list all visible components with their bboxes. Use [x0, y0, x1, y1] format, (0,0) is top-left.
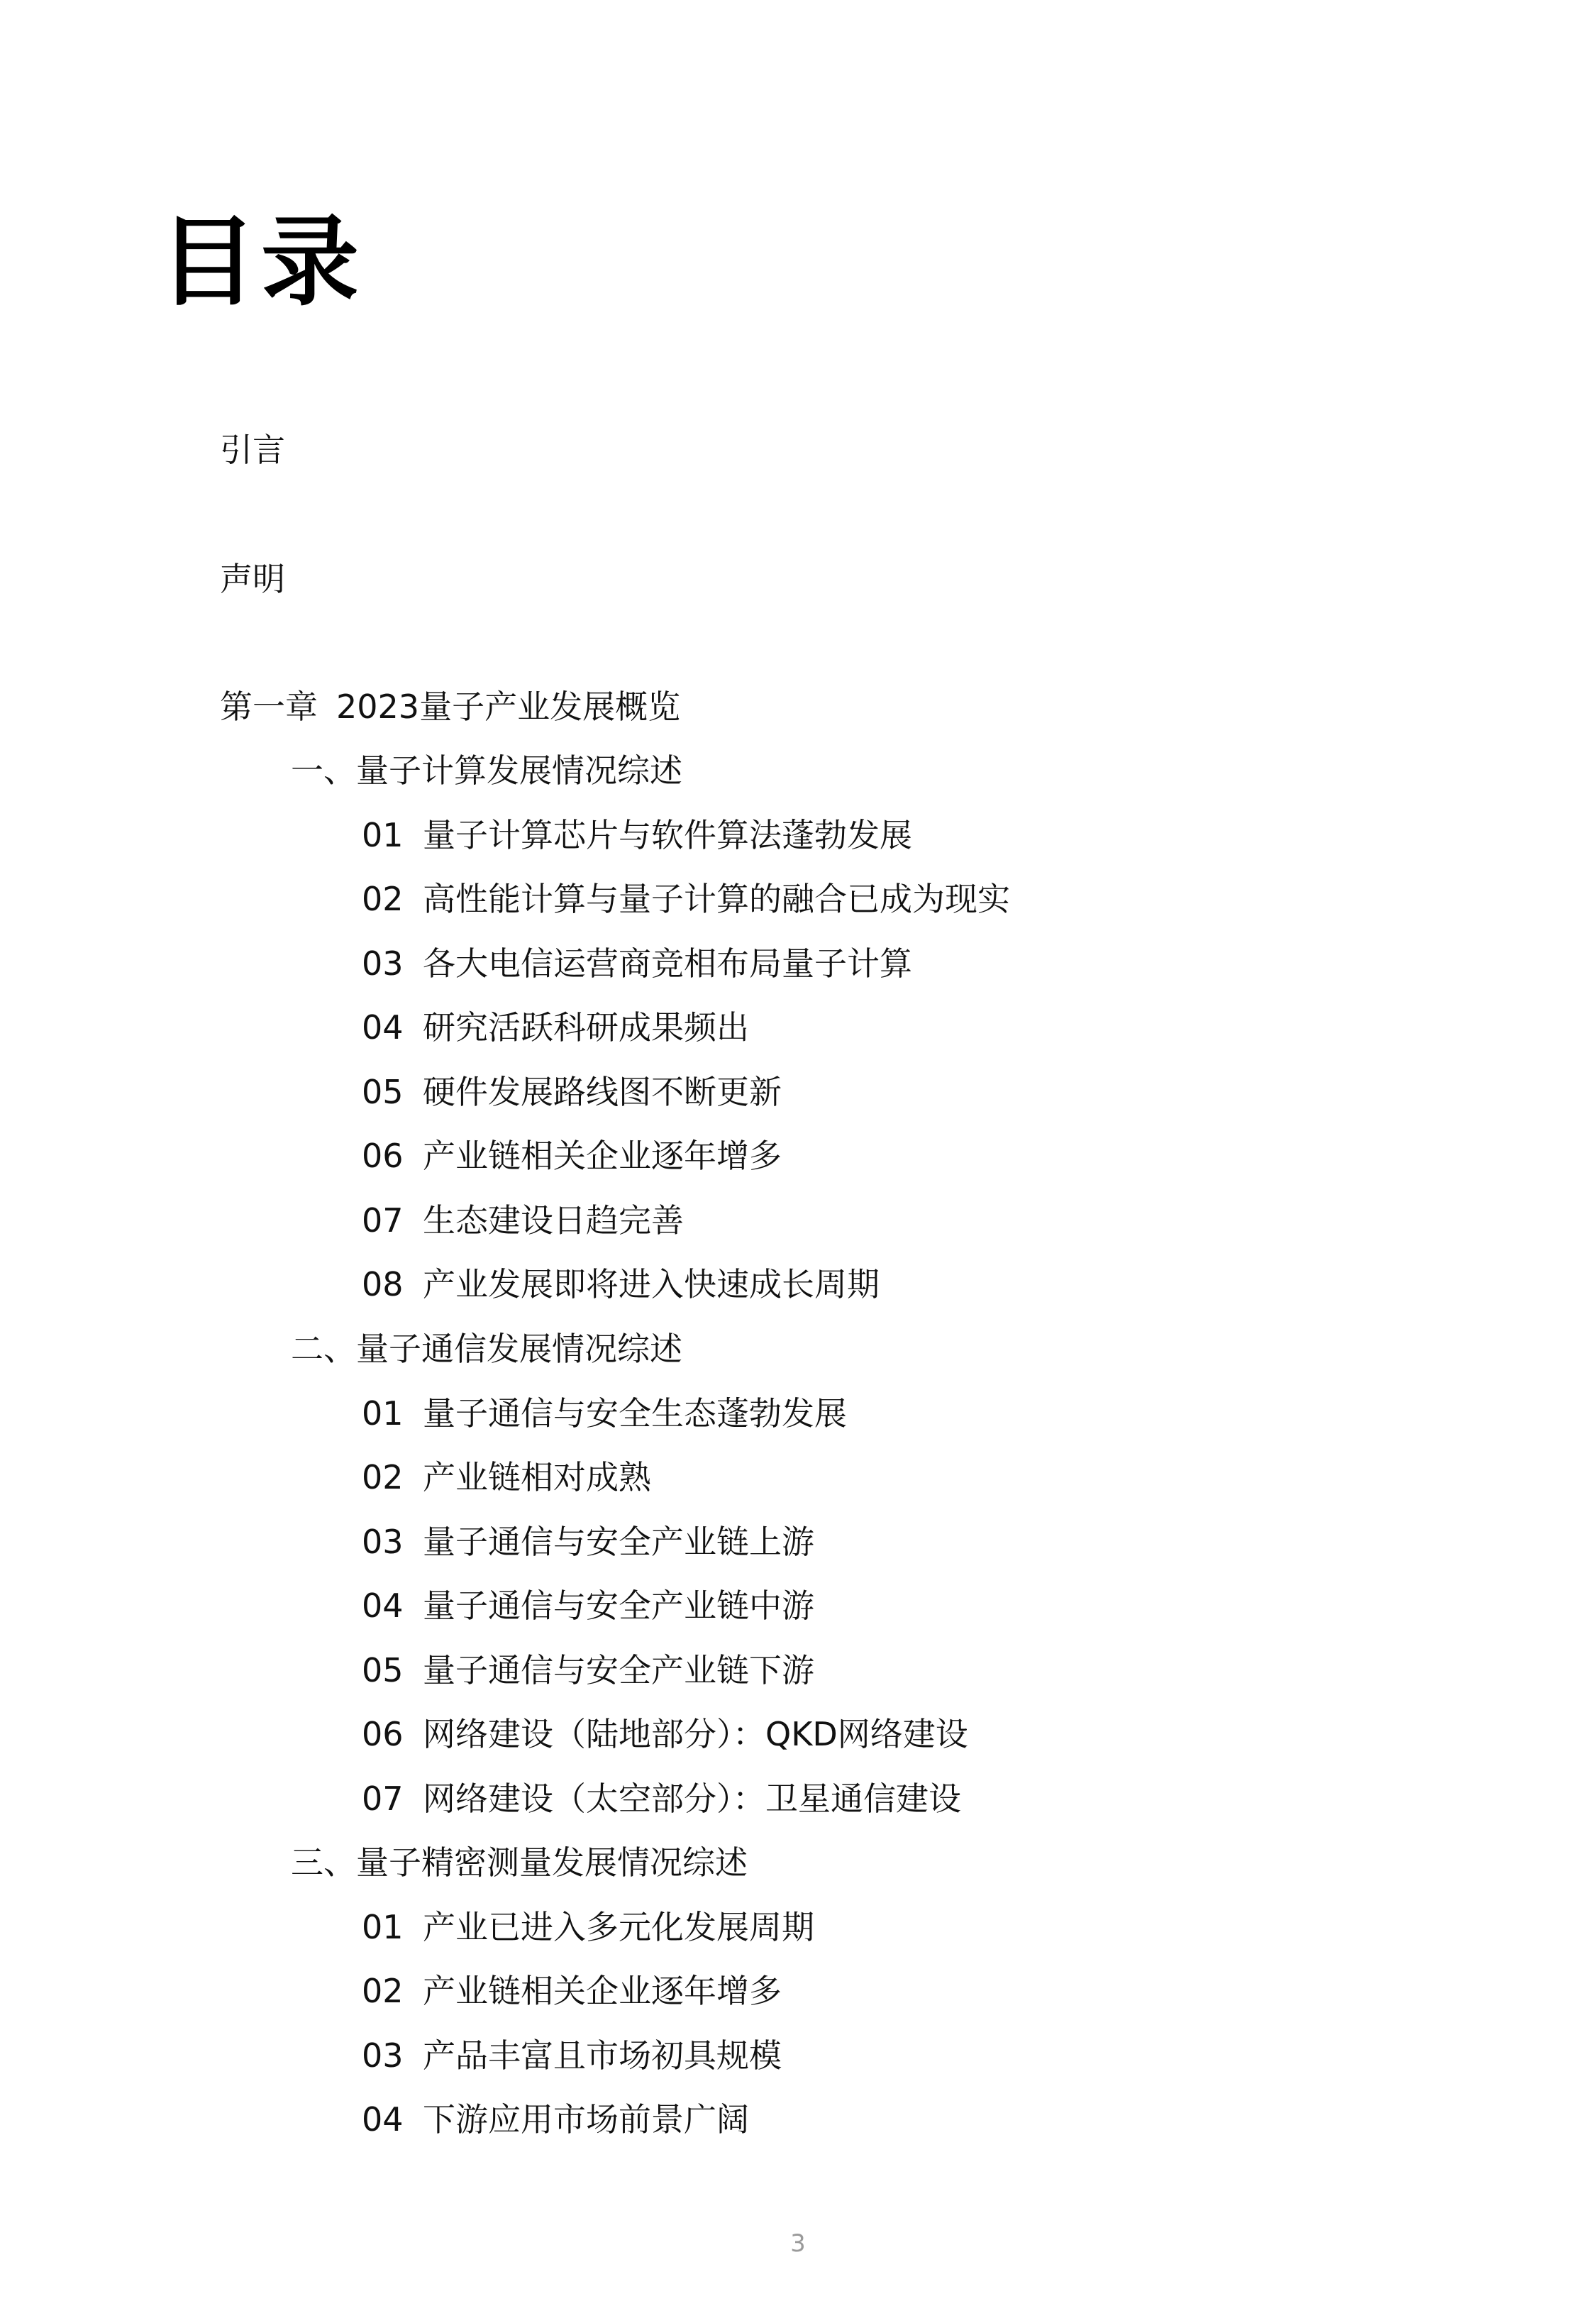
item-number: 02 [362, 880, 404, 918]
page-title: 目录 [159, 204, 364, 319]
item-text: 量子通信与安全产业链下游 [423, 1651, 814, 1689]
toc-entry-item[interactable] [362, 1006, 749, 1049]
toc-entry-item[interactable] [362, 878, 1010, 920]
toc-entry-item[interactable] [362, 2034, 782, 2077]
item-text: 网络建设（太空部分）：卫星通信建设 [423, 1780, 961, 1818]
chapter-title: 2023量子产业发展概览 [336, 688, 681, 726]
page-number: 3 [790, 2229, 806, 2258]
item-number: 04 [362, 1587, 404, 1625]
toc-entry-section-2[interactable]: 二、量子通信发展情况综述 [291, 1330, 682, 1368]
item-number: 01 [362, 816, 404, 854]
item-text: 产品丰富且市场初具规模 [423, 2036, 782, 2075]
item-text: 量子通信与安全产业链中游 [423, 1587, 814, 1625]
item-number: 07 [362, 1780, 404, 1818]
item-number: 01 [362, 1908, 404, 1946]
item-number: 04 [362, 2100, 404, 2139]
item-text: 产业链相关企业逐年增多 [423, 1972, 782, 2010]
item-number: 07 [362, 1201, 404, 1240]
toc-entry-item[interactable] [362, 814, 912, 856]
toc-entry-item[interactable] [362, 1135, 782, 1177]
toc-entry-statement[interactable]: 声明 [220, 560, 285, 598]
item-number: 03 [362, 1523, 404, 1561]
item-text: 下游应用市场前景广阔 [423, 2100, 749, 2139]
item-number: 06 [362, 1137, 404, 1175]
item-text: 产业链相对成熟 [423, 1458, 651, 1496]
item-number: 01 [362, 1394, 404, 1433]
item-text: 研究活跃科研成果频出 [423, 1008, 749, 1047]
toc-entry-item[interactable] [362, 1713, 968, 1755]
toc-entry-item[interactable] [362, 1263, 880, 1306]
item-text: 高性能计算与量子计算的融合已成为现实 [423, 880, 1010, 918]
chapter-label: 第一章 [220, 688, 318, 726]
toc-entry-intro[interactable]: 引言 [220, 431, 285, 469]
toc-entry-item[interactable] [362, 1199, 684, 1242]
toc-entry-item[interactable] [362, 1970, 782, 2012]
toc-entry-item[interactable] [362, 1392, 847, 1435]
item-text: 量子通信与安全生态蓬勃发展 [423, 1394, 847, 1433]
item-number: 02 [362, 1972, 404, 2010]
item-text: 量子通信与安全产业链上游 [423, 1523, 814, 1561]
item-number: 03 [362, 2036, 404, 2075]
item-text: 量子计算芯片与软件算法蓬勃发展 [423, 816, 912, 854]
item-text: 网络建设（陆地部分）：QKD网络建设 [423, 1715, 968, 1753]
toc-entry-item[interactable] [362, 1777, 961, 1820]
item-number: 04 [362, 1008, 404, 1047]
toc-entry-item[interactable] [362, 1649, 814, 1692]
item-text: 生态建设日趋完善 [423, 1201, 684, 1240]
item-text: 产业已进入多元化发展周期 [423, 1908, 814, 1946]
toc-entry-item[interactable] [362, 1456, 651, 1499]
toc-entry-section-3[interactable]: 三、量子精密测量发展情况综述 [291, 1843, 748, 1882]
item-text: 产业链相关企业逐年增多 [423, 1137, 782, 1175]
item-number: 03 [362, 944, 404, 983]
item-number: 08 [362, 1265, 404, 1303]
item-text: 硬件发展路线图不断更新 [423, 1073, 782, 1111]
toc-entry-item[interactable] [362, 1071, 782, 1113]
item-number: 05 [362, 1651, 404, 1689]
item-number: 06 [362, 1715, 404, 1753]
toc-entry-item[interactable] [362, 2098, 749, 2141]
toc-entry-item[interactable] [362, 942, 912, 985]
toc-entry-item[interactable] [362, 1521, 814, 1563]
item-text: 产业发展即将进入快速成长周期 [423, 1265, 880, 1303]
item-text: 各大电信运营商竞相布局量子计算 [423, 944, 912, 983]
toc-entry-item[interactable] [362, 1906, 814, 1948]
item-number: 02 [362, 1458, 404, 1496]
toc-entry-chapter-1[interactable] [220, 685, 680, 728]
toc-entry-section-1[interactable]: 一、量子计算发展情况综述 [291, 751, 682, 790]
toc-entry-item[interactable] [362, 1584, 814, 1627]
item-number: 05 [362, 1073, 404, 1111]
